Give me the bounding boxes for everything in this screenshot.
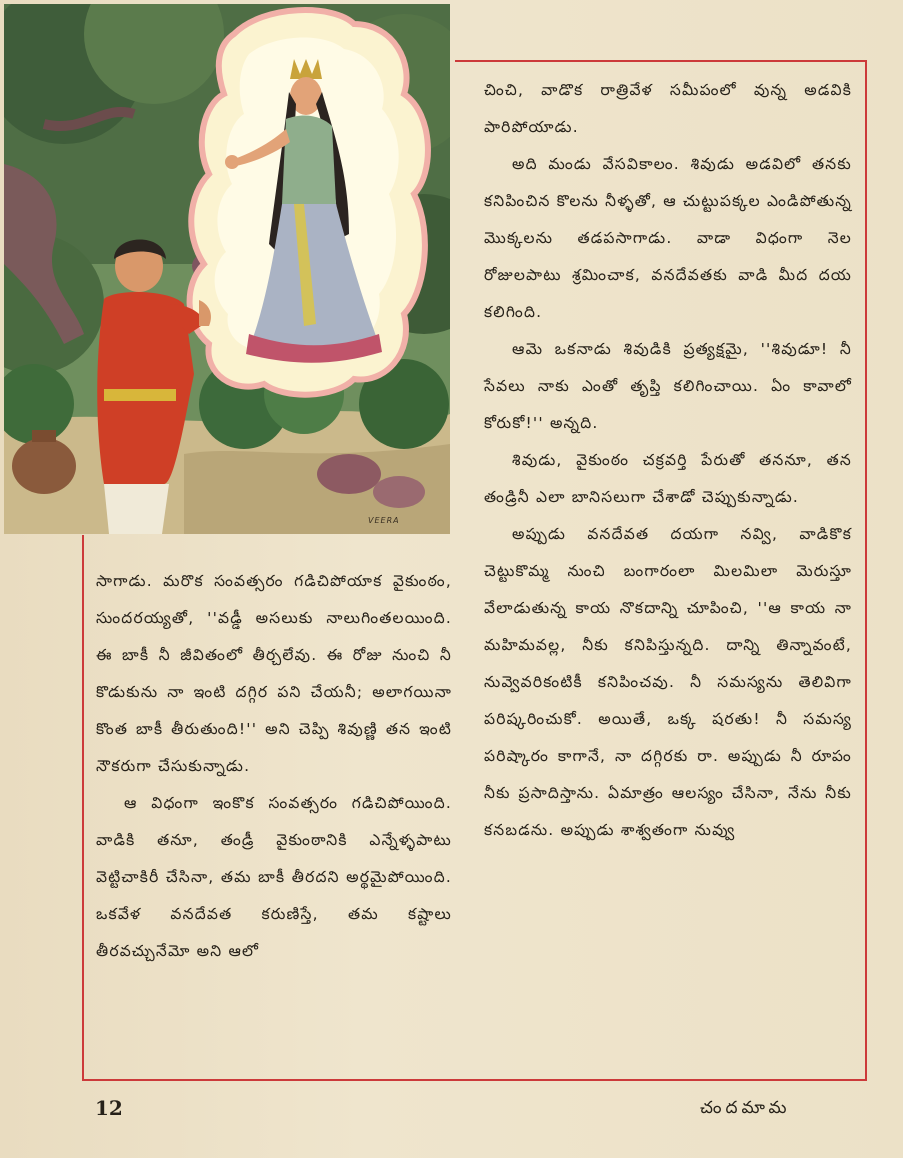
paragraph: చించి, వాడొక రాత్రివేళ సమీపంలో వున్న అడవికి పారిపోయాడు. bbox=[484, 81, 852, 136]
magazine-name: చందమామ bbox=[700, 1098, 791, 1118]
paragraph: అప్పుడు వనదేవత దయగా నవ్వి, వాడికొక చెట్టుకొమ్మ నుంచి బంగారంలా మిలమిలా మెరుస్తూ వేలాడుతున్న కాయ నొకదాన్ని చూపించి, ''ఆ కాయ నా మహిమవల్ల, నీకు కనిపిస్తున్నది. దాన్ని తిన్నావంటే, నువ్వెవరికంటికీ కనిపించవు. నీ సమస్యను తెలివిగా పరిష్కరించుకో. అయితే, ఒక్క షరతు! నీ సమస్య పరిష్కారం కాగానే, నా దగ్గిరకు రా. అప్పుడు నీ రూపం నీకు ప్రసాదిస్తాను. ఏమాత్రం ఆలస్యం చేసినా, నేను నీకు కనబడను. అప్పుడు శాశ్వతంగా నువ్వు bbox=[484, 525, 852, 839]
goddess-appears-to-boy-illustration bbox=[4, 4, 450, 534]
story-text-left-column bbox=[96, 563, 452, 970]
frame-border-top bbox=[455, 60, 867, 62]
story-text-right-column bbox=[484, 72, 852, 849]
frame-border-right bbox=[865, 60, 867, 1080]
paragraph: ఆమె ఒకనాడు శివుడికి ప్రత్యక్షమై, ''శివుడూ! నీ సేవలు నాకు ఎంతో తృప్తి కలిగించాయి. ఏం కావాలో కోరుకో!'' అన్నది. bbox=[484, 340, 852, 432]
paragraph: శివుడు, వైకుంఠం చక్రవర్తి పేరుతో తననూ, తన తండ్రినీ ఎలా బానిసలుగా చేశాడో చెప్పుకున్నాడు. bbox=[484, 451, 852, 506]
page-number: 12 bbox=[95, 1096, 123, 1120]
artist-signature: VEERA bbox=[368, 516, 400, 525]
paragraph: ఆ విధంగా ఇంకొక సంవత్సరం గడిచిపోయింది. వాడికి తనూ, తండ్రీ వైకుంఠానికి ఎన్నేళ్ళపాటు వెట్టిచాకిరీ చేసినా, తమ బాకీ తీరదని అర్థమైపోయింది. ఒకవేళ వనదేవత కరుణిస్తే, తమ కష్టాలు తీరవచ్చునేమో అని ఆలో bbox=[96, 794, 452, 960]
paragraph: సాగాడు. మరొక సంవత్సరం గడిచిపోయాక వైకుంఠం, సుందరయ్యతో, ''వడ్డీ అసలుకు నాలుగింతలయింది. ఈ బాకీ నీ జీవితంలో తీర్చలేవు. ఈ రోజు నుంచి నీ కొడుకును నా ఇంటి దగ్గిర పని చేయనీ; అలాగయినా కొంత బాకీ తీరుతుంది!'' అని చెప్పి శివుణ్ణి తన ఇంటి నౌకరుగా చేసుకున్నాడు. bbox=[96, 572, 452, 775]
frame-border-bottom bbox=[82, 1079, 867, 1081]
frame-border-left bbox=[82, 535, 84, 1080]
story-illustration bbox=[4, 4, 450, 534]
paragraph: అది మండు వేసవికాలం. శివుడు అడవిలో తనకు కనిపించిన కొలను నీళ్ళతో, ఆ చుట్టుపక్కల ఎండిపోతున్న మొక్కలను తడపసాగాడు. వాడా విధంగా నెల రోజులపాటు శ్రమించాక, వనదేవతకు వాడి మీద దయ కలిగింది. bbox=[484, 155, 852, 321]
